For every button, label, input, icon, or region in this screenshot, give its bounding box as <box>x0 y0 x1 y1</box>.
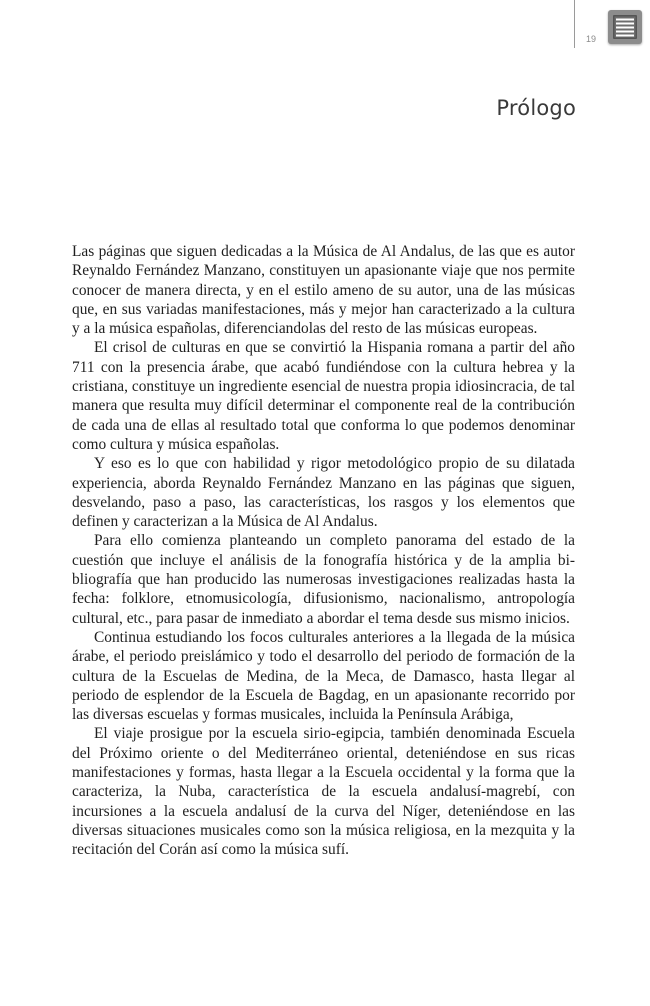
chapter-body <box>72 242 575 860</box>
paragraph: Las páginas que siguen dedicadas a la Música de Al Andalus, de las que es autor Reynaldo Fernández Manzano, constituyen un apasionante viaje que nos permite conocer de manera directa, y en el estilo ameno de su autor, una de las músicas que, en sus variadas manifestaciones, más y mejor han caracterizado a la cultura y a la música españolas, diferenciandolas del resto de las músicas europeas. <box>72 243 575 338</box>
menu-icon <box>608 10 642 44</box>
menu-button[interactable] <box>608 10 642 44</box>
header-divider <box>574 0 575 48</box>
paragraph: El crisol de culturas en que se convirtió la Hispania romana a partir del año 711 con la presencia árabe, que acabó fundiéndose con la cultura hebrea y la cristiana, constituye un ingrediente esencial de nuestra propia idiosincracia, de tal manera que resulta muy difícil determinar el componente real de la contribución de cada una de ellas al resultado total que conforma lo que podemos denominar como cultura y música españolas. <box>72 339 575 453</box>
paragraph: Y eso es lo que con habilidad y rigor metodológico propio de su dilatada experiencia, aborda Reynaldo Fernández Manzano en las páginas que siguen, desvelando, paso a paso, las características, los rasgos y los elementos que definen y caracterizan a la Música de Al Andalus. <box>72 455 575 531</box>
paragraph: Para ello comienza planteando un completo panorama del estado de la cuestión que incluye el análisis de la fonografía histórica y de la amplia bibliografía que han producido las numerosas investigaciones realizadas hasta la fecha: folklore, etnomusicología, difusionismo, nacionalismo, antropología cultural, etc., para pasar de inmediato a abordar el tema desde sus mismo inicios. <box>72 532 575 627</box>
chapter-title: Prólogo <box>496 96 576 121</box>
page-number: 19 <box>586 34 597 44</box>
paragraph: El viaje prosigue por la escuela sirio-egipcia, también denominada Escuela del Próximo oriente o del Mediterráneo oriental, deteniéndose en sus ricas manifestaciones y formas, hasta llegar a la Escuela occidental y la forma que la caracteriza, la Nuba, característica de la escuela andalusí-magrebí, con incursiones a la escuela andalusí de la curva del Níger, deteniéndose en las diversas situaciones musicales como son la música religiosa, en la mezquita y la recitación del Corán así como la música sufí. <box>72 725 575 859</box>
paragraph: Continua estudiando los focos culturales anteriores a la llegada de la música árabe, el periodo preislámico y todo el desarrollo del periodo de formación de la cultura de la Escuelas de Medina, de la Meca, de Damasco, hasta llegar al periodo de esplendor de la Escuela de Bagdag, en un apasionante recorrido por las diversas escuelas y formas musicales, incluida la Península Arábiga, <box>72 628 575 724</box>
